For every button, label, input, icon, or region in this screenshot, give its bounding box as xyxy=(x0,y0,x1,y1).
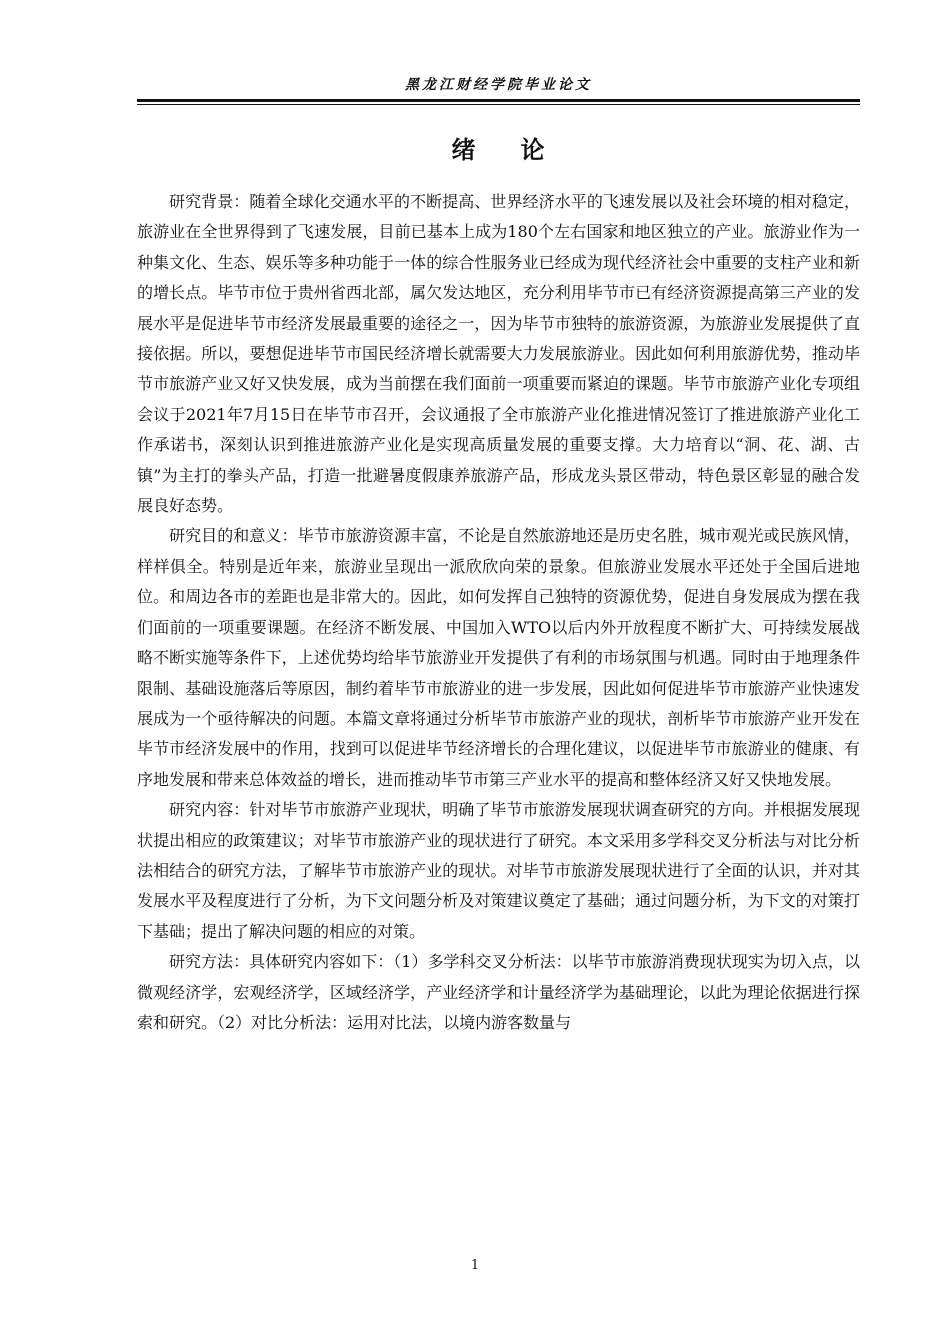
chapter-title-part-1: 绪 xyxy=(451,135,477,164)
document-body xyxy=(137,187,860,1038)
header-rule-thin xyxy=(137,104,860,105)
page-number: 1 xyxy=(470,1258,480,1273)
running-header: 黑龙江财经学院毕业论文 xyxy=(405,77,592,93)
paragraph-research-content: 研究内容：针对毕节市旅游产业现状，明确了毕节市旅游发展现状调查研究的方向。并根据发展现状提出相应的政策建议；对毕节市旅游产业的现状进行了研究。本文采用多学科交叉分析法与对比分析法相结合的研究方法，了解毕节市旅游产业的现状。对毕节市旅游发展现状进行了全面的认识，并对其发展水平及程度进行了分析，为下文问题分析及对策建议奠定了基础；通过问题分析，为下文的对策打下基础；提出了解决问题的相应的对策。 xyxy=(137,800,860,941)
header-rule-thick xyxy=(137,99,860,102)
chapter-title xyxy=(137,134,860,166)
paragraph-research-purpose: 研究目的和意义：毕节市旅游资源丰富，不论是自然旅游地还是历史名胜，城市观光或民族风情，样样俱全。特别是近年来，旅游业呈现出一派欣欣向荣的景象。但旅游业发展水平还处于全国后进地位。和周边各市的差距也是非常大的。因此，如何发挥自己独特的资源优势，促进自身发展成为摆在我们面前的一项重要课题。在经济不断发展、中国加入WTO以后内外开放程度不断扩大、可持续发展战略不断实施等条件下，上述优势均给毕节旅游业开发提供了有利的市场氛围与机遇。同时由于地理条件限制、基础设施落后等原因，制约着毕节市旅游业的进一步发展，因此如何促进毕节市旅游产业快速发展成为一个亟待解决的问题。本篇文章将通过分析毕节市旅游产业的现状，剖析毕节市旅游产业开发在毕节市经济发展中的作用，找到可以促进毕节经济增长的合理化建议，以促进毕节市旅游业的健康、有序地发展和带来总体效益的增长，进而推动毕节市第三产业水平的提高和整体经济又好又快地发展。 xyxy=(137,526,860,789)
chapter-title-part-2: 论 xyxy=(520,135,546,164)
paragraph-research-background: 研究背景：随着全球化交通水平的不断提高、世界经济水平的飞速发展以及社会环境的相对稳定，旅游业在全世界得到了飞速发展，目前已基本上成为180个左右国家和地区独立的产业。旅游业作为一种集文化、生态、娱乐等多种功能于一体的综合性服务业已经成为现代经济社会中重要的支柱产业和新的增长点。毕节市位于贵州省西北部，属欠发达地区，充分利用毕节市已有经济资源提高第三产业的发展水平是促进毕节市经济发展最重要的途径之一，因为毕节市独特的旅游资源，为旅游业发展提供了直接依据。所以，要想促进毕节市国民经济增长就需要大力发展旅游业。因此如何利用旅游优势，推动毕节市旅游产业又好又快发展，成为当前摆在我们面前一项重要而紧迫的课题。毕节市旅游产业化专项组会议于2021年7月15日在毕节市召开，会议通报了全市旅游产业化推进情况签订了推进旅游产业化工作承诺书，深刻认识到推进旅游产业化是实现高质量发展的重要支撑。大力培育以“洞、花、湖、古镇”为主打的拳头产品，打造一批避暑度假康养旅游产品，形成龙头景区带动，特色景区彰显的融合发展良好态势。 xyxy=(137,192,860,516)
paragraph-research-method: 研究方法：具体研究内容如下：（1）多学科交叉分析法：以毕节市旅游消费现状现实为切入点，以微观经济学，宏观经济学，区域经济学，产业经济学和计量经济学为基础理论，以此为理论依据进行探索和研究。（2）对比分析法：运用对比法，以境内游客数量与 xyxy=(137,952,860,1032)
